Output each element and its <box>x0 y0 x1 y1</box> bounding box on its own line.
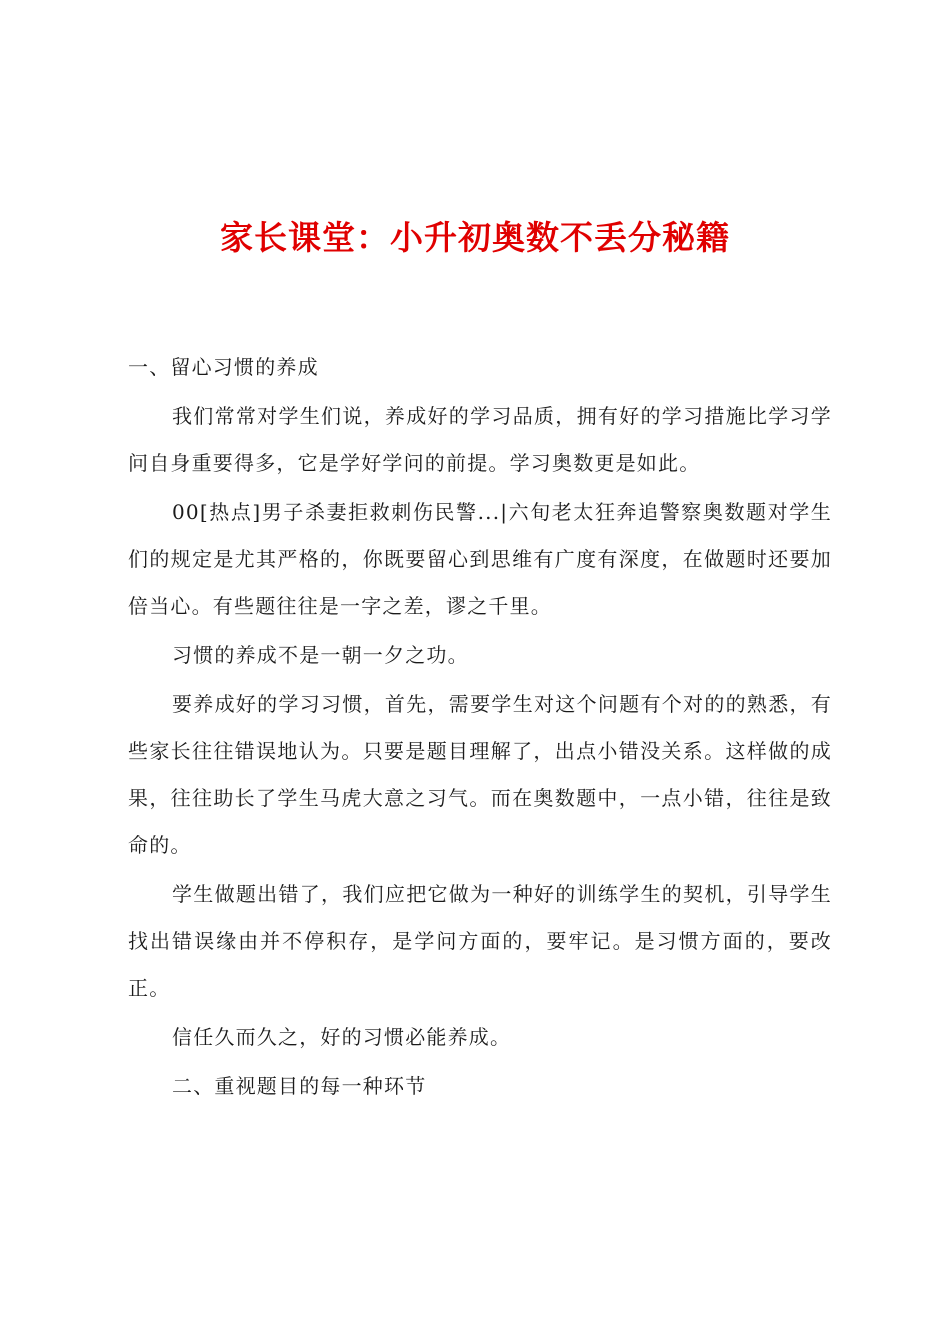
section-heading-2: 二、重视题目的每一种环节 <box>172 1074 427 1098</box>
paragraph-1: 我们常常对学生们说，养成好的学习品质，拥有好的学习措施比学习学问自身重要得多，它是学好学问的前提。学习奥数更是如此。 <box>128 404 832 475</box>
paragraph-6: 信任久而久之，好的习惯必能养成。 <box>172 1025 512 1049</box>
paragraph-4: 要养成好的学习习惯，首先，需要学生对这个问题有个对的的熟悉，有些家长往往错误地认为。只要是题目理解了，出点小错没关系。这样做的成果，往往助长了学生马虎大意之习气。而在奥数题中，一点小错，往往是致命的。 <box>128 692 832 857</box>
paragraph-5: 学生做题出错了，我们应把它做为一种好的训练学生的契机，引导学生找出错误缘由并不停积存，是学问方面的，要牢记。是习惯方面的，要改正。 <box>128 882 832 1000</box>
document-title: 家长课堂：小升初奥数不丢分秘籍 <box>220 218 730 257</box>
paragraph-3: 习惯的养成不是一朝一夕之功。 <box>172 643 469 667</box>
paragraph-2: 00[热点]男子杀妻拒救刺伤民警...|六旬老太狂奔追警察奥数题对学生们的规定是尤其严格的，你既要留心到思维有广度有深度，在做题时还要加倍当心。有些题往往是一字之差，谬之千里。 <box>128 500 832 618</box>
document-body <box>128 344 832 1112</box>
section-heading-1: 一、留心习惯的养成 <box>128 355 319 379</box>
